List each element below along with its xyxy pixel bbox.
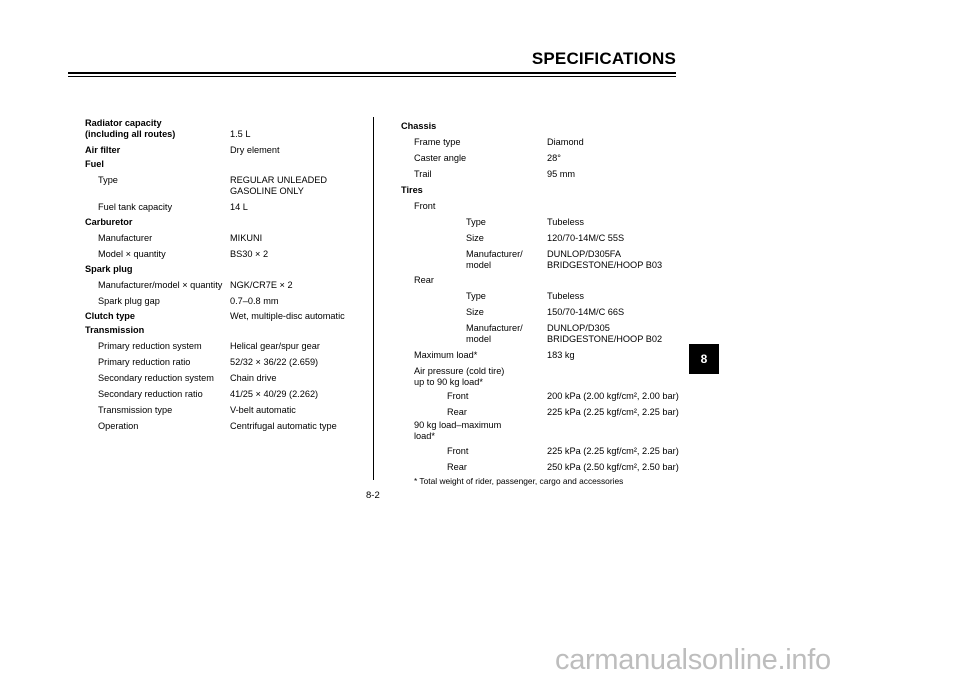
spec-label-carburetor: Carburetor	[85, 217, 133, 227]
spec-label-fuel-type: Type	[98, 175, 118, 185]
header-rule-thick	[68, 72, 676, 74]
watermark: carmanualsonline.info	[555, 644, 831, 676]
spec-label-radiator: Radiator capacity	[85, 118, 162, 128]
spec-label-front-mfr: Manufacturer/	[466, 249, 523, 259]
spec-label-load-90-cont: load*	[414, 431, 435, 441]
spec-label-primary-ratio: Primary reduction ratio	[98, 357, 191, 367]
spec-label-rear: Rear	[414, 275, 434, 285]
spec-value-radiator: 1.5 L	[230, 129, 251, 139]
spec-label-trail: Trail	[414, 169, 432, 179]
spec-value-front-size: 120/70-14M/C 55S	[547, 233, 625, 243]
spec-label-front-size: Size	[466, 233, 484, 243]
spec-value-fuel-type-cont: GASOLINE ONLY	[230, 186, 304, 196]
spec-label-ap1-front: Front	[447, 391, 469, 401]
spec-label-load-90: 90 kg load–maximum	[414, 420, 502, 430]
spec-label-air-pressure: Air pressure (cold tire)	[414, 366, 505, 376]
header-rule-thin	[68, 76, 676, 77]
spec-value-rear-size: 150/70-14M/C 66S	[547, 307, 625, 317]
spec-label-front-type: Type	[466, 217, 486, 227]
spec-value-front-mfr-cont: BRIDGESTONE/HOOP B03	[547, 260, 663, 270]
spec-value-fuel-type: REGULAR UNLEADED	[230, 175, 328, 185]
spec-label-ap2-front: Front	[447, 446, 469, 456]
page-number: 8-2	[366, 490, 380, 501]
spec-label-secondary-system: Secondary reduction system	[98, 373, 214, 383]
spec-label-rear-mfr-cont: model	[466, 334, 492, 344]
spec-value-ap2-rear: 250 kPa (2.50 kgf/cm², 2.50 bar)	[547, 462, 679, 472]
spec-value-spark-model: NGK/CR7E × 2	[230, 280, 293, 290]
spec-label-ap1-rear: Rear	[447, 407, 467, 417]
chapter-tab: 8	[689, 344, 719, 374]
spec-value-frame-type: Diamond	[547, 137, 584, 147]
spec-value-rear-type: Tubeless	[547, 291, 584, 301]
spec-label-carb-manufacturer: Manufacturer	[98, 233, 153, 243]
spec-value-operation: Centrifugal automatic type	[230, 421, 337, 431]
spec-label-front-mfr-cont: model	[466, 260, 492, 270]
spec-value-trail: 95 mm	[547, 169, 576, 179]
spec-value-rear-mfr: DUNLOP/D305	[547, 323, 610, 333]
spec-label-trans-type: Transmission type	[98, 405, 173, 415]
spec-label-transmission: Transmission	[85, 325, 145, 335]
footnote: * Total weight of rider, passenger, cargo and accessories	[414, 476, 624, 486]
spec-label-tires: Tires	[401, 185, 423, 195]
spec-value-trans-type: V-belt automatic	[230, 405, 296, 415]
spec-label-frame-type: Frame type	[414, 137, 461, 147]
spec-label-fuel: Fuel	[85, 159, 104, 169]
spec-label-carb-model: Model × quantity	[98, 249, 166, 259]
spec-label-max-load: Maximum load*	[414, 350, 478, 360]
spec-value-front-type: Tubeless	[547, 217, 584, 227]
spec-label-spark-model: Manufacturer/model × quantity	[98, 280, 223, 290]
spec-label-operation: Operation	[98, 421, 139, 431]
page-title: SPECIFICATIONS	[531, 49, 676, 68]
spec-label-rear-type: Type	[466, 291, 486, 301]
spec-label-clutch: Clutch type	[85, 311, 136, 321]
spec-value-max-load: 183 kg	[547, 350, 575, 360]
column-divider	[373, 117, 374, 480]
spec-label-spark-gap: Spark plug gap	[98, 296, 160, 306]
spec-label-ap2-rear: Rear	[447, 462, 467, 472]
spec-label-air-pressure-cont: up to 90 kg load*	[414, 377, 483, 387]
spec-value-carb-manufacturer: MIKUNI	[230, 233, 263, 243]
spec-value-air-filter: Dry element	[230, 145, 280, 155]
spec-value-secondary-ratio: 41/25 × 40/29 (2.262)	[230, 389, 319, 399]
spec-value-front-mfr: DUNLOP/D305FA	[547, 249, 622, 259]
spec-value-ap1-front: 200 kPa (2.00 kgf/cm², 2.00 bar)	[547, 391, 679, 401]
spec-value-primary-ratio: 52/32 × 36/22 (2.659)	[230, 357, 319, 367]
spec-label-fuel-tank: Fuel tank capacity	[98, 202, 173, 212]
spec-label-radiator-cont: (including all routes)	[85, 129, 176, 139]
spec-value-ap2-front: 225 kPa (2.25 kgf/cm², 2.25 bar)	[547, 446, 679, 456]
spec-value-ap1-rear: 225 kPa (2.25 kgf/cm², 2.25 bar)	[547, 407, 679, 417]
spec-label-rear-mfr: Manufacturer/	[466, 323, 523, 333]
spec-value-spark-gap: 0.7–0.8 mm	[230, 296, 279, 306]
spec-value-fuel-tank: 14 L	[230, 202, 248, 212]
spec-value-secondary-system: Chain drive	[230, 373, 277, 383]
spec-value-rear-mfr-cont: BRIDGESTONE/HOOP B02	[547, 334, 663, 344]
spec-label-front: Front	[414, 201, 436, 211]
spec-label-caster: Caster angle	[414, 153, 467, 163]
spec-value-caster: 28°	[547, 153, 561, 163]
spec-value-clutch: Wet, multiple-disc automatic	[230, 311, 345, 321]
spec-value-carb-model: BS30 × 2	[230, 249, 269, 259]
spec-label-rear-size: Size	[466, 307, 484, 317]
spec-label-secondary-ratio: Secondary reduction ratio	[98, 389, 203, 399]
spec-label-chassis: Chassis	[401, 121, 437, 131]
spec-label-air-filter: Air filter	[85, 145, 121, 155]
spec-value-primary-system: Helical gear/spur gear	[230, 341, 320, 351]
spec-label-primary-system: Primary reduction system	[98, 341, 202, 351]
spec-label-spark-plug: Spark plug	[85, 264, 133, 274]
